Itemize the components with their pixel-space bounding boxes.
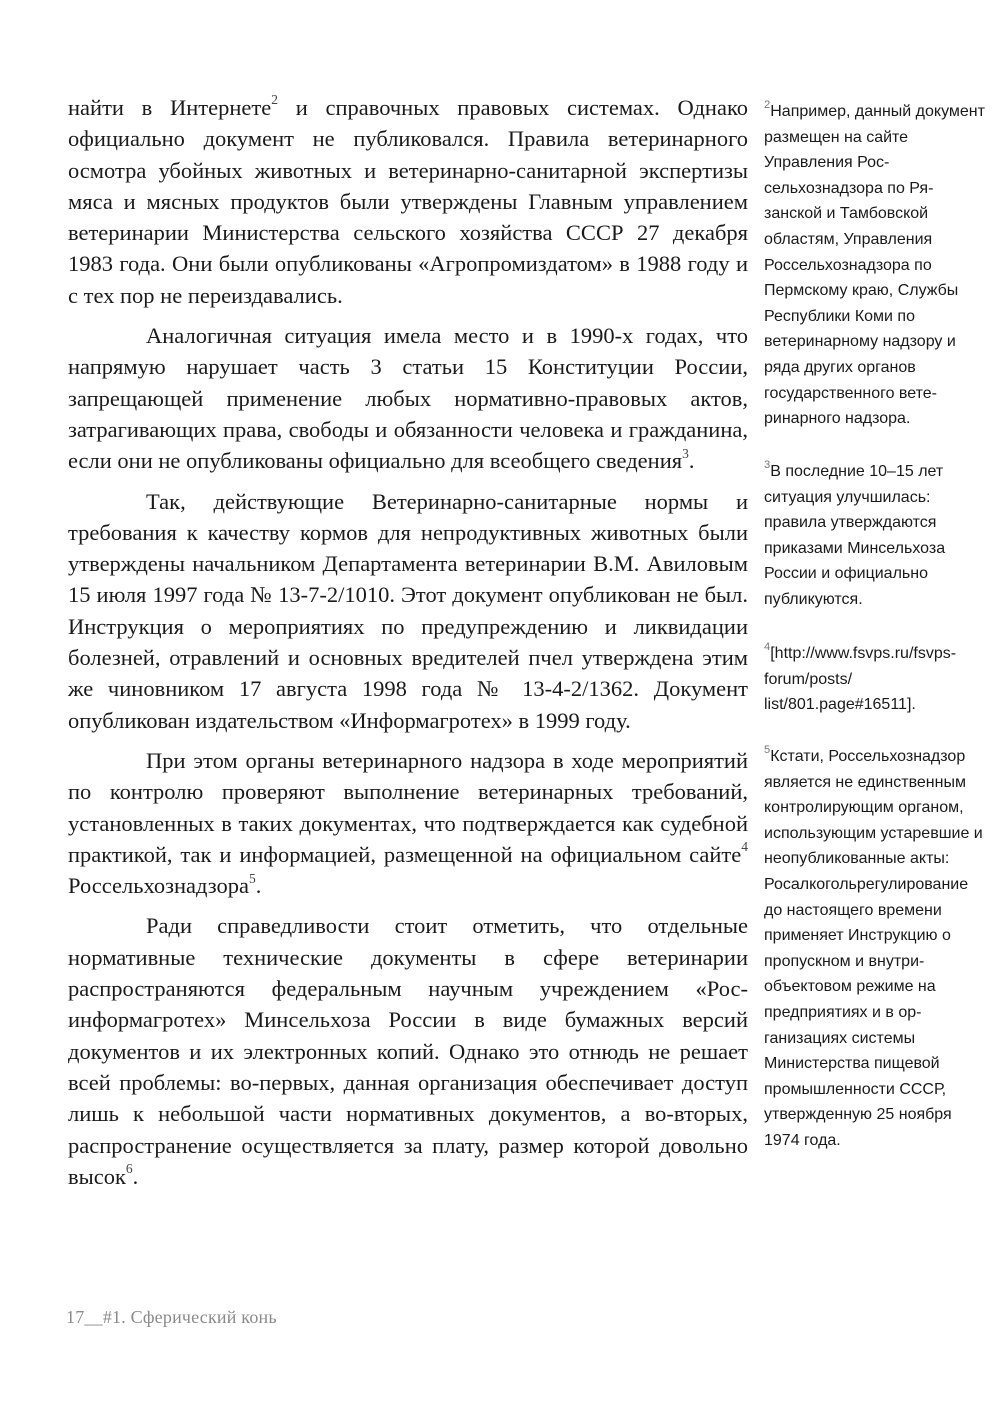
- paragraph-4: При этом органы ветеринарного надзора в ходе мероприятий по контролю проверяют выполнение ветеринарных требований, установленных в таких документах, что подтверждается как судебной практикой, так и информацией, размещенной на официальном сайте$^4$ Россельхознадзора$^5$.: [68, 747, 748, 899]
- main-text-column: [68, 92, 748, 1192]
- footnote-ref-3[interactable]: 3: [682, 445, 689, 461]
- paragraph-1: найти в Интернете$^2$ и справочных правовых системах. Однако официально документ не публиковался. Правила ветеринарного осмотра убойных животных и ветеринарно-санитарной экспертизы мяса и мясных продуктов были утверждены Главным управлением ветеринарии Министерства сельского хозяйства СССР 27 декабря 1983 года. Они были опубликованы «Агропромиздатом» в 1988 году и с тех пор не переиздавались.: [68, 92, 748, 308]
- footer-separator: __: [84, 1307, 103, 1327]
- paragraph-2: Аналогичная ситуация имела место и в 1990-х годах, что напрямую нарушает часть 3 статьи 15 Конституции России, запрещающей применение любых нормативно-правовых актов, затрагивающих права, свободы и обязанности человека и гражданина, если они не опубликованы официально для всеобщего сведения$^3$.: [68, 323, 748, 474]
- footnote-number: 5: [764, 744, 771, 756]
- footnote-5: [764, 744, 986, 1154]
- footnote-number: 4: [764, 641, 771, 653]
- paragraph-5: Ради справедливости стоит отметить, что отдельные нормативные технические документы в сфере ветеринарии распространяются федеральным научным учреждением «Росинформагротех» Минсельхоза России в виде бумажных версий документов и их электронных копий. Однако это отнюдь не решает всей проблемы: во-первых, данная организация обеспечивает доступ лишь к небольшой части нормативных документов, а во-вторых, распространение осуществляется за плату, размер которой довольно высок$^6$.: [68, 913, 748, 1189]
- footnote-2: [764, 99, 986, 432]
- footnote-ref-6[interactable]: 6: [125, 1161, 133, 1177]
- footnote-link[interactable]: [http://www.fsvps.​ru/fsvps-forum/posts/​list/801.page#16511].: [764, 645, 957, 714]
- footnote-4: [764, 641, 986, 718]
- footnote-3: [764, 459, 986, 613]
- publication-title: #1. Сферический конь: [102, 1307, 277, 1327]
- footnote-text: В последние 10–15 лет ситуация улучшилась: правила утверждаются приказами Минсельхоза России и официально публикуются.: [764, 463, 946, 608]
- footnote-number: 2: [764, 99, 771, 111]
- footnote-ref-2[interactable]: 2: [271, 92, 278, 108]
- page-number: 17: [66, 1307, 85, 1327]
- footnote-text: Например, данный документ размещен на сайте Управления Россельхознадзора по Рязанской и Тамбовской областям, Управления Россельхознадзора по Пермскому краю, Службы Республики Коми по ветеринарному надзору и ряда других органов государственного ветеринарного надзора.: [764, 103, 985, 428]
- page-footer: [66, 1307, 277, 1328]
- footnote-ref-5[interactable]: 5: [249, 870, 256, 886]
- footnote-number: 3: [764, 459, 771, 471]
- paragraph-3: Так, действующие Ветеринарно-санитарные нормы и требования к качеству кормов для непродуктивных животных были утверждены начальником Департамента ветеринарии В.М. Авиловым 15 июля 1997 года № 13-7-2/1010. Этот документ опубликован не был. Инструкция о мероприятиях по предупреждению и ликвидации болезней, отравлений и основных вредителей пчел утверждена этим же чиновником 17 августа 1998 года № 13-4-2/1362. Документ опубликован издательством «Информагротех» в 1999 году.: [68, 488, 748, 733]
- footnote-text: Кстати, Россельхознадзор является не единственным контролирующим органом, использующим устаревшие и неопубликованные акты: Росалкогольрегулирование до настоящего времени применяет Инструкцию о пропускном и внутриобъектовом режиме на предприятиях и в организациях системы Министерства пищевой промышленности СССР, утвержденную 25 ноября 1974 года.: [764, 748, 983, 1149]
- footnote-ref-4[interactable]: 4: [741, 839, 748, 855]
